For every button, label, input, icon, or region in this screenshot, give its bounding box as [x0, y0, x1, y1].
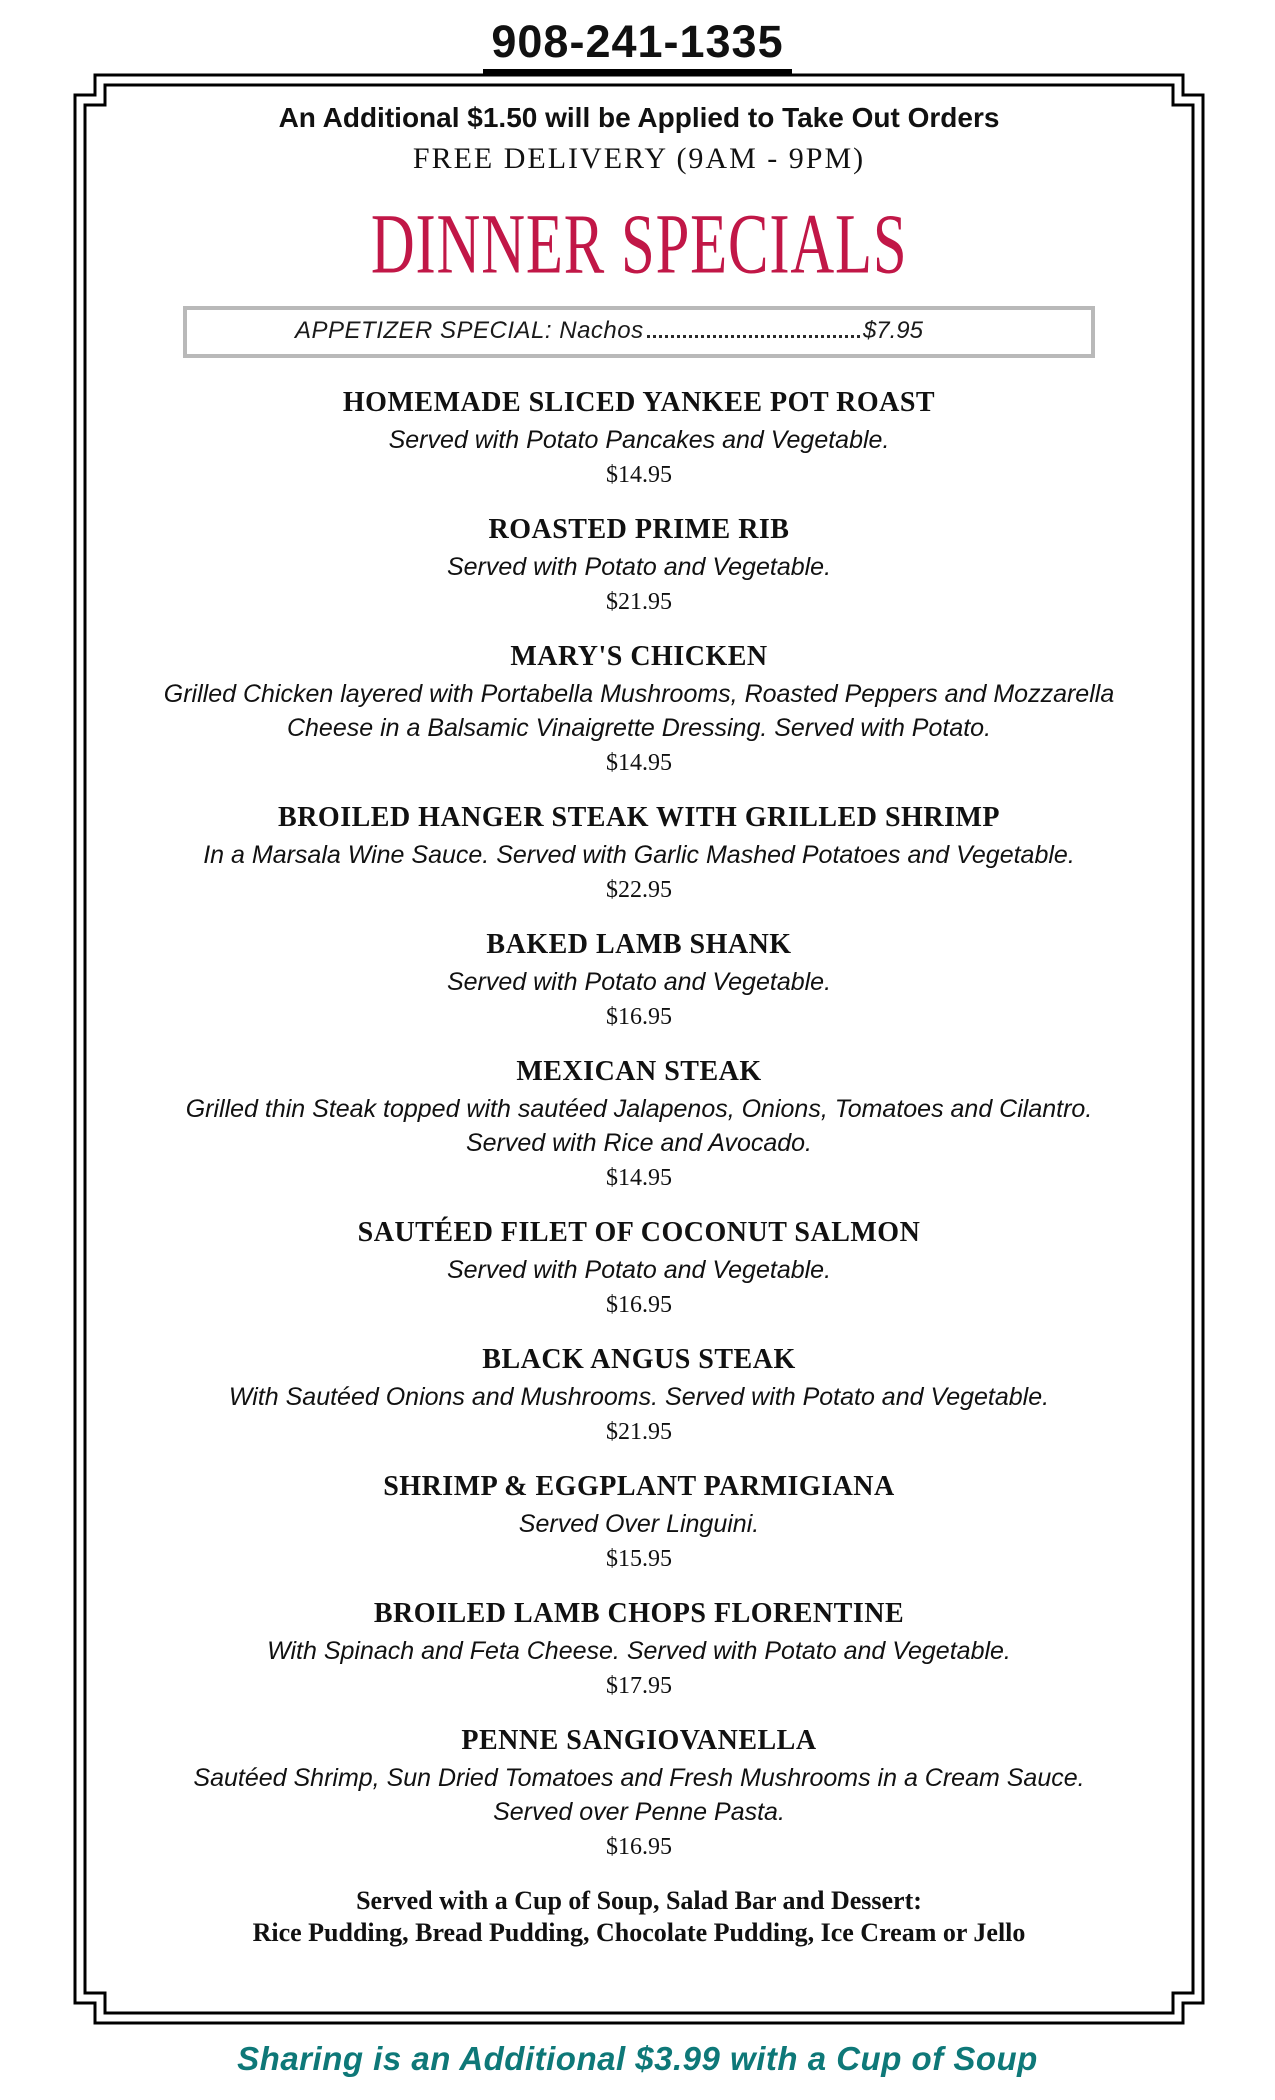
menu-item	[105, 513, 1173, 617]
menu-item	[105, 386, 1173, 490]
item-description: Sautéed Shrimp, Sun Dried Tomatoes and Fresh Mushrooms in a Cream Sauce. Served over Penne Pasta.	[193, 1764, 1085, 1826]
dotted-leader	[647, 335, 860, 338]
item-description: Grilled Chicken layered with Portabella Mushrooms, Roasted Peppers and Mozzarella Cheese in a Balsamic Vinaigrette Dressing. Served with Potato.	[163, 680, 1115, 742]
item-price: $17.95	[606, 1673, 672, 1699]
item-description: Served with Potato and Vegetable.	[446, 968, 832, 996]
item-description: With Sautéed Onions and Mushrooms. Served with Potato and Vegetable.	[228, 1383, 1050, 1411]
menu-item	[105, 1724, 1173, 1862]
menu-item	[105, 1216, 1173, 1320]
item-name: MEXICAN STEAK	[516, 1056, 762, 1087]
menu-item	[105, 928, 1173, 1032]
item-name: SHRIMP & EGGPLANT PARMIGIANA	[383, 1471, 895, 1502]
item-price: $15.95	[606, 1546, 672, 1572]
menu-item	[105, 1597, 1173, 1701]
menu-content	[105, 98, 1173, 2010]
page-title-text: DINNER SPECIALS	[370, 197, 908, 293]
takeout-notice: An Additional $1.50 will be Applied to Take Out Orders	[278, 102, 1000, 133]
page-title	[105, 196, 1173, 293]
appetizer-special-box	[183, 306, 1095, 358]
item-price: $16.95	[606, 1004, 672, 1030]
item-description: With Spinach and Feta Cheese. Served with Potato and Vegetable.	[267, 1637, 1011, 1665]
menu-item	[105, 1470, 1173, 1574]
item-name: BROILED LAMB CHOPS FLORENTINE	[373, 1598, 905, 1629]
item-name: PENNE SANGIOVANELLA	[461, 1725, 817, 1756]
item-name: ROASTED PRIME RIB	[488, 514, 790, 545]
item-price: $21.95	[606, 1419, 672, 1445]
item-price: $21.95	[606, 589, 672, 615]
item-name: BLACK ANGUS STEAK	[482, 1344, 796, 1375]
delivery-notice: FREE DELIVERY (9AM - 9PM)	[412, 142, 866, 175]
item-price: $14.95	[606, 1165, 672, 1191]
sharing-note: Sharing is an Additional $3.99 with a Cup of Soup	[237, 2040, 1038, 2077]
item-price: $14.95	[606, 750, 672, 776]
footer-included-line: Served with a Cup of Soup, Salad Bar and Dessert:	[356, 1886, 922, 1915]
menu-item	[105, 640, 1173, 778]
menu-item	[105, 1343, 1173, 1447]
item-description: Served Over Linguini.	[518, 1510, 760, 1538]
item-description: In a Marsala Wine Sauce. Served with Garlic Mashed Potatoes and Vegetable.	[203, 841, 1075, 869]
item-name: MARY'S CHICKEN	[510, 641, 768, 672]
menu-item	[105, 1055, 1173, 1193]
item-name: HOMEMADE SLICED YANKEE POT ROAST	[342, 387, 936, 418]
item-description: Served with Potato and Vegetable.	[446, 1256, 832, 1284]
appetizer-special-price: $7.95	[862, 317, 923, 344]
item-name: SAUTÉED FILET OF COCONUT SALMON	[357, 1217, 921, 1248]
phone-number-text: 908-241-1335	[483, 16, 791, 74]
item-price: $14.95	[606, 462, 672, 488]
item-price: $16.95	[606, 1834, 672, 1860]
item-description: Served with Potato and Vegetable.	[446, 553, 832, 581]
item-price: $16.95	[606, 1292, 672, 1318]
item-price: $22.95	[606, 877, 672, 903]
menu-item	[105, 801, 1173, 905]
item-name: BROILED HANGER STEAK WITH GRILLED SHRIMP	[278, 802, 1000, 833]
item-description: Grilled thin Steak topped with sautéed Jalapenos, Onions, Tomatoes and Cilantro. Served with Rice and Avocado.	[185, 1095, 1093, 1157]
item-description: Served with Potato Pancakes and Vegetable.	[388, 426, 890, 454]
footer-dessert-line: Rice Pudding, Bread Pudding, Chocolate Pudding, Ice Cream or Jello	[252, 1918, 1026, 1947]
appetizer-special-label: APPETIZER SPECIAL: Nachos	[295, 317, 644, 344]
item-name: BAKED LAMB SHANK	[486, 929, 792, 960]
